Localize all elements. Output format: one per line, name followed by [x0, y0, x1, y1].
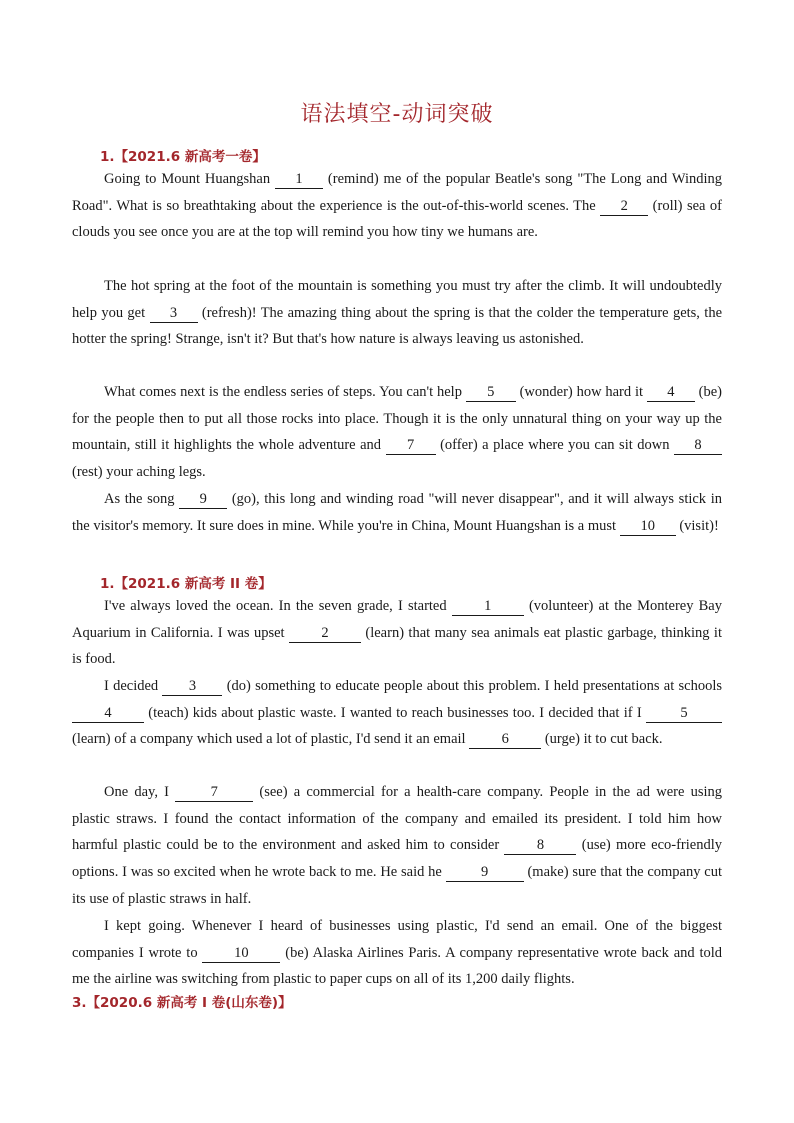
answer-blank[interactable]: 10 — [620, 518, 676, 536]
passage-paragraph: The hot spring at the foot of the mountain is something you must try after the climb. It will undoubtedly help you get 3 (refresh)! The amazing thing about the spring is that the colder the temperature gets, the hotter the spring! Strange, isn't it? But that's how nature is always leaving us astonished. — [72, 278, 723, 348]
passage-paragraph: As the song 9 (go), this long and winding road "will never disappear", and it will always stick in the visitor's memory. It sure does in mine. While you're in China, Mount Huangshan is a must 10 (visit)! — [72, 491, 722, 534]
passage-paragraph: I decided 3 (do) something to educate people about this problem. I held presentations at schools 4 (teach) kids about plastic waste. I wanted to reach businesses too. I decided that if I 5 (learn) of a company which used a lot of plastic, I'd send it an email 6 (urge) it to cut back. — [72, 678, 722, 748]
passage-paragraph: I've always loved the ocean. In the seven grade, I started 1 (volunteer) at the Monterey Bay Aquarium in California. I was upset 2 (learn) that many sea animals eat plastic garbage, thinking it is food. — [72, 598, 722, 668]
passage-paragraph: One day, I 7 (see) a commercial for a health-care company. People in the ad were using plastic straws. I found the contact information of the company and emailed its president. I told him how harmful plastic could be to the environment and asked him to consider 8 (use) more eco-friendly options. I was so excited when he wrote back to me. He said he 9 (make) sure that the company cut its use of plastic straws in half. — [72, 784, 722, 907]
answer-blank[interactable]: 9 — [446, 864, 524, 882]
answer-blank[interactable]: 7 — [386, 437, 436, 455]
answer-blank[interactable]: 4 — [647, 384, 695, 402]
answer-blank[interactable]: 2 — [289, 625, 361, 643]
answer-blank[interactable]: 8 — [504, 837, 576, 855]
answer-blank[interactable]: 9 — [179, 491, 227, 509]
answer-blank[interactable]: 5 — [646, 705, 722, 723]
page-title: 语法填空-动词突破 — [300, 102, 494, 127]
answer-blank[interactable]: 2 — [600, 198, 648, 216]
answer-blank[interactable]: 7 — [175, 784, 253, 802]
section-heading: 1.【2021.6 新高考一卷】 — [100, 149, 266, 165]
answer-blank[interactable]: 1 — [275, 171, 323, 189]
answer-blank[interactable]: 3 — [150, 305, 198, 323]
answer-blank[interactable]: 3 — [162, 678, 222, 696]
answer-blank[interactable]: 6 — [469, 731, 541, 749]
passage-paragraph: Going to Mount Huangshan 1 (remind) me of the popular Beatle's song "The Long and Winding Road". What is so breathtaking about the experience is the out-of-this-world scenes. The 2 (roll) sea of clouds you see once you are at the top will remind you how tiny we humans are. — [72, 171, 723, 241]
answer-blank[interactable]: 1 — [452, 598, 524, 616]
answer-blank[interactable]: 10 — [202, 945, 280, 963]
answer-blank[interactable]: 4 — [72, 705, 144, 723]
section-heading: 3.【2020.6 新高考 I 卷(山东卷)】 — [72, 995, 292, 1011]
passage-paragraph: I kept going. Whenever I heard of businesses using plastic, I'd send an email. One of the biggest companies I wrote to 10 (be) Alaska Airlines Paris. A company representative wrote back and told me the airline was switching from plastic to paper cups on all of its 1,200 daily flights. — [72, 918, 723, 988]
answer-blank[interactable]: 8 — [674, 437, 722, 455]
passage-paragraph: What comes next is the endless series of steps. You can't help 5 (wonder) how hard it 4 (be) for the people then to put all those rocks into place. Though it is the only unnatural thing on your way up the mountain, still it highlights the whole adventure and 7 (offer) a place where you can sit down 8 (rest) your aching legs. — [72, 384, 723, 481]
answer-blank[interactable]: 5 — [466, 384, 516, 402]
section-heading: 1.【2021.6 新高考 II 卷】 — [100, 576, 272, 592]
